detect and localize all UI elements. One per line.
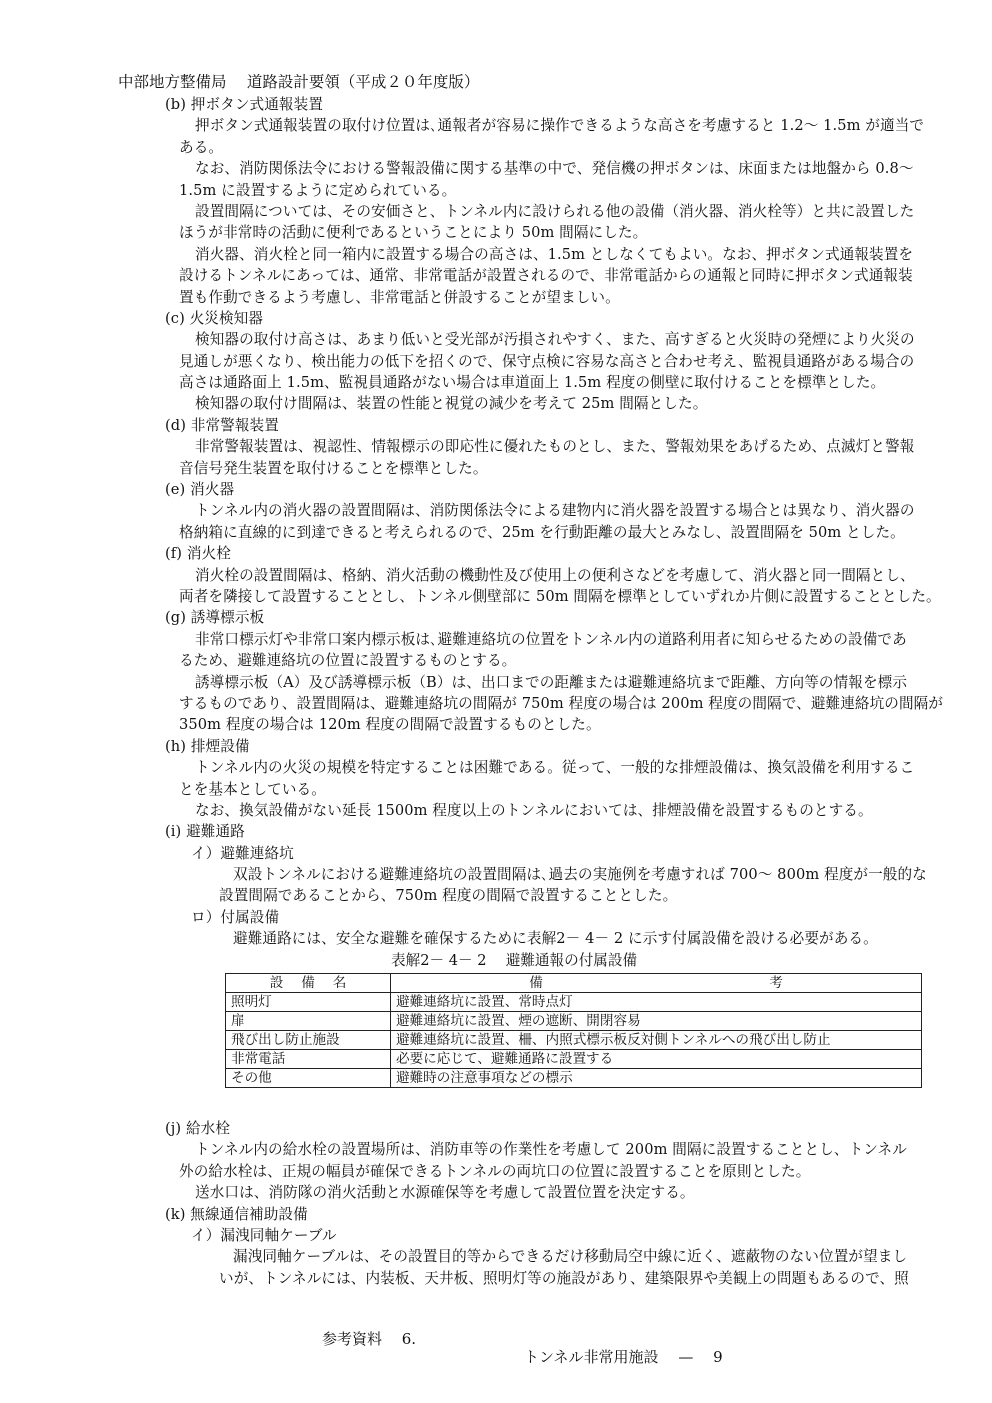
cell-equipment-name: 非常電話 (226, 1050, 391, 1069)
paragraph-line: 避難通路には、安全な避難を確保するために表解2－ 4－ 2 に示す付属設備を設ける必要がある。 (233, 930, 878, 948)
page-header: 中部地方整備局 道路設計要領（平成２０年度版） (118, 73, 480, 91)
paragraph-line: 押ボタン式通報装置の取付け位置は､通報者が容易に操作できるような高さを考慮すると 1.2～ 1.5m が適当で (195, 117, 925, 135)
paragraph-line: 音信号発生装置を取付けることを標準とした。 (179, 459, 488, 477)
page-footer (0, 1310, 992, 1364)
header-remarks-1: 備 (529, 975, 543, 992)
section-heading-d: (d) 非常警報装置 (165, 416, 279, 434)
section-heading-k: (k) 無線通信補助設備 (165, 1205, 308, 1223)
cell-remarks: 避難時の注意事項などの標示 (391, 1069, 922, 1088)
footer-right: トンネル非常用施設 — 9 (524, 1348, 723, 1366)
table-caption: 表解2－ 4－ 2 避難通報の付属設備 (391, 951, 638, 969)
paragraph-line: 置も作動できるよう考慮し、非常電話と併設することが望ましい。 (179, 288, 620, 306)
header-remarks (391, 974, 922, 993)
paragraph-line: 両者を隣接して設置することとし、トンネル側壁部に 50m 間隔を標準としていずれか片側に設置することとした。 (179, 587, 941, 605)
paragraph-line: いが、トンネルには、内装板、天井板、照明灯等の施設があり、建築限界や美観上の問題もあるので、照 (219, 1269, 909, 1287)
section-heading-f: (f) 消火栓 (165, 545, 231, 563)
sections-lower (165, 1118, 925, 1289)
table-header-row (226, 974, 922, 993)
paragraph-line: るため、避難連絡坑の位置に設置するものとする。 (179, 652, 517, 670)
paragraph-line: 検知器の取付け高さは、あまり低いと受光部が汚損されやすく、また、高すぎると火災時の発煙により火災の (195, 331, 915, 349)
cell-equipment-name: 照明灯 (226, 993, 391, 1012)
sections-upper (165, 94, 944, 950)
paragraph-line: 誘導標示板（A）及び誘導標示板（B）は、出口までの距離または避難連絡坑まで距離、方向等の情報を標示 (195, 673, 908, 691)
table-row (226, 1031, 922, 1050)
paragraph-line: トンネル内の給水栓の設置場所は、消防車等の作業性を考慮して 200m 間隔に設置することとし、トンネル (195, 1141, 907, 1159)
paragraph-line: 350m 程度の場合は 120m 程度の間隔で設置するものとした。 (179, 716, 601, 734)
header-equipment-name: 設 備 名 (226, 974, 391, 993)
paragraph-line: 1.5m に設置するように定められている。 (179, 181, 457, 199)
paragraph-line: 双設トンネルにおける避難連絡坑の設置間隔は､過去の実施例を考慮すれば 700～ 800m 程度が一般的な (233, 866, 927, 884)
cell-remarks: 避難連絡坑に設置、柵、内照式標示板反対側トンネルへの飛び出し防止 (391, 1031, 922, 1050)
paragraph-line: ある。 (179, 138, 224, 156)
section-heading-h: (h) 排煙設備 (165, 737, 250, 755)
paragraph-line: イ）避難連絡坑 (191, 844, 294, 862)
footer-left: 参考資料 6. (322, 1330, 417, 1348)
paragraph-line: ほうが非常時の活動に便利であるということにより 50m 間隔にした。 (179, 224, 648, 242)
paragraph-line: 消火器、消火栓と同一箱内に設置する場合の高さは、1.5m としなくてもよい。なお、押ボタン式通報装置を (195, 245, 914, 263)
paragraph-line: 送水口は、消防隊の消火活動と水源確保等を考慮して設置位置を決定する。 (195, 1184, 695, 1202)
document-body (165, 94, 944, 1289)
table-row (226, 1069, 922, 1088)
paragraph-line: トンネル内の火災の規模を特定することは困難である。従って、一般的な排煙設備は、換気設備を利用するこ (195, 759, 915, 777)
table-row (226, 993, 922, 1012)
cell-equipment-name: その他 (226, 1069, 391, 1088)
equipment-table (225, 973, 922, 1088)
section-heading-i: (i) 避難通路 (165, 823, 245, 841)
paragraph-line: 高さは通路面上 1.5m、監視員通路がない場合は車道面上 1.5m 程度の側壁に取付けることを標準とした。 (179, 374, 886, 392)
paragraph-line: 設置間隔であることから、750m 程度の間隔で設置することとした。 (219, 887, 678, 905)
paragraph-line: 格納箱に直線的に到達できると考えられるので、25m を行動距離の最大とみなし、設置間隔を 50m とした。 (179, 523, 905, 541)
section-heading-e: (e) 消火器 (165, 481, 235, 499)
paragraph-line: トンネル内の消火器の設置間隔は、消防関係法令による建物内に消火器を設置する場合とは異なり、消火器の (195, 502, 915, 520)
paragraph-line: なお、換気設備がない延長 1500m 程度以上のトンネルにおいては、排煙設備を設置するものとする。 (195, 801, 873, 819)
table-row (226, 1050, 922, 1069)
paragraph-line: 外の給水栓は、正規の幅員が確保できるトンネルの両坑口の位置に設置することを原則とした。 (179, 1162, 811, 1180)
paragraph-line: 消火栓の設置間隔は、格納、消火活動の機動性及び使用上の便利さなどを考慮して、消火器と同一間隔とし、 (195, 566, 915, 584)
paragraph-line: 見通しが悪くなり、検出能力の低下を招くので、保守点検に容易な高さと合わせ考え、監視員通路がある場合の (179, 352, 915, 370)
header-remarks-2: 考 (769, 975, 783, 992)
paragraph-line: とを基本としている。 (179, 780, 326, 798)
paragraph-line: 検知器の取付け間隔は、装置の性能と視覚の減少を考えて 25m 間隔とした。 (195, 395, 708, 413)
cell-equipment-name: 飛び出し防止施設 (226, 1031, 391, 1050)
section-heading-j: (j) 給水栓 (165, 1120, 231, 1138)
paragraph-line: するものであり、設置間隔は、避難連絡坑の間隔が 750m 程度の場合は 200m 程度の間隔で、避難連絡坑の間隔が (179, 694, 944, 712)
paragraph-line: イ）漏洩同軸ケーブル (191, 1226, 337, 1244)
paragraph-line: 設置間隔については、その安価さと、トンネル内に設けられる他の設備（消火器、消火栓等）と共に設置した (195, 202, 915, 220)
paragraph-line: 非常口標示灯や非常口案内標示板は､避難連絡坑の位置をトンネル内の道路利用者に知らせるための設備であ (195, 630, 907, 648)
section-heading-b: (b) 押ボタン式通報装置 (165, 96, 324, 113)
cell-remarks: 避難連絡坑に設置、煙の遮断、開閉容易 (391, 1012, 922, 1031)
cell-remarks: 必要に応じて、避難通路に設置する (391, 1050, 922, 1069)
paragraph-line: なお、消防関係法令における警報設備に関する基準の中で、発信機の押ボタンは、床面または地盤から 0.8～ (195, 160, 914, 178)
cell-equipment-name: 扉 (226, 1012, 391, 1031)
section-heading-g: (g) 誘導標示板 (165, 609, 265, 627)
paragraph-line: 漏洩同軸ケーブルは、その設置目的等からできるだけ移動局空中線に近く、遮蔽物のない位置が望まし (233, 1248, 908, 1266)
paragraph-line: 設けるトンネルにあっては、通常、非常電話が設置されるので、非常電話からの通報と同時に押ボタン式通報装 (179, 267, 913, 285)
table-row (226, 1012, 922, 1031)
paragraph-line: 非常警報装置は、視認性、情報標示の即応性に優れたものとし、また、警報効果をあげるため、点滅灯と警報 (195, 438, 915, 456)
cell-remarks: 避難連絡坑に設置、常時点灯 (391, 993, 922, 1012)
section-heading-c: (c) 火災検知器 (165, 309, 264, 327)
paragraph-line: ロ）付属設備 (191, 908, 280, 926)
